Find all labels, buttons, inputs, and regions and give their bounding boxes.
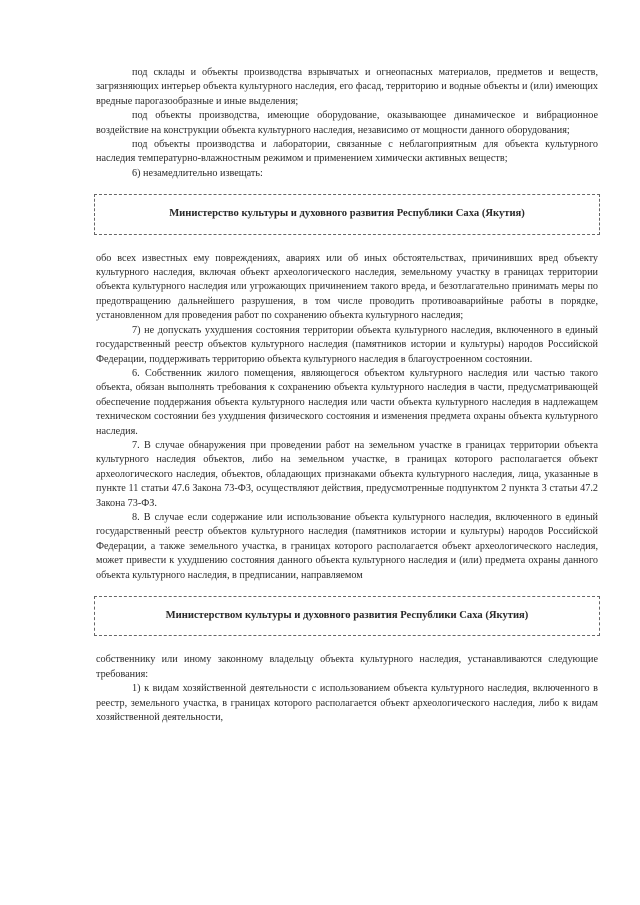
paragraph: под объекты производства, имеющие оборудование, оказывающее динамическое и вибрационное воздействие на конструкции объекта культурного наследия, независимо от мощности данного оборудования; — [96, 110, 598, 136]
paragraph: 6. Собственник жилого помещения, являющегося объектом культурного наследия или частью такого объекта, обязан выполнять требования к сохранению объекта культурного наследия в части, предусматривающей обеспечение поддержания объекта культурного наследия или части объекта культурного наследия в надлежащем техническом состоянии без ухудшения физического состояния и изменения предмета охраны объекта культурного наследия. — [96, 367, 598, 437]
paragraph: 6) незамедлительно извещать: — [132, 167, 263, 179]
paragraph: 7) не допускать ухудшения состояния территории объекта культурного наследия, включенного в единый государственный реестр объектов культурного наследия (памятников истории и культуры) народов Российской Федерации, поддерживать территорию объекта культурного наследия в благоустроенном состоянии. — [96, 324, 598, 365]
paragraph: под склады и объекты производства взрывчатых и огнеопасных материалов, предметов и веществ, загрязняющих интерьер объекта культурного наследия, его фасад, территорию и водные объекты и (или) имеющих вредные парогазообразные и иные выделения; — [96, 67, 598, 107]
paragraph: 8. В случае если содержание или использование объекта культурного наследия, включенного в единый государственный реестр объектов культурного наследия (памятников истории и культуры) народов Российской Федерации, а также земельного участка, в границах которого располагается объект археологического наследия, может привести к ухудшению состояния данного объекта культурного наследия и (или) предмета охраны данного объекта культурного наследия, в предписании, направляемом — [96, 511, 598, 581]
paragraph: 1) к видам хозяйственной деятельности с использованием объекта культурного наследия, включенного в реестр, земельного участка, в границах которого располагается объект археологического наследия, либо к видам хозяйственной деятельности, — [96, 683, 598, 724]
paragraph: 7. В случае обнаружения при проведении работ на земельном участке в границах территории объекта культурного наследия объектов, либо на земельном участке, в границах которого располагается объект археологического наследия, объектов, обладающих признаками объекта культурного наследия, лица, указанные в пункте 11 статьи 47.6 Закона 73-ФЗ, осуществляют действия, предусмотренные подпунктом 2 пункта 3 статьи 47.2 Закона 73-ФЗ. — [96, 439, 598, 509]
ministry-box: Министерством культуры и духовного развития Республики Саха (Якутия) — [94, 596, 600, 636]
paragraph: под объекты производства и лаборатории, связанные с неблагоприятным для объекта культурного наследия температурно-влажностным режимом и применением химически активных веществ; — [96, 139, 598, 165]
paragraph: обо всех известных ему повреждениях, авариях или об иных обстоятельствах, причинивших вред объекту культурного наследия, включая объект археологического наследия, земельному участку в границах территории объекта культурного наследия или угрожающих причинением такого вреда, и безотлагательно принимать меры по предотвращению дальнейшего разрушения, в том числе проводить противоаварийные работы в порядке, установленном для проведения работ по сохранению объекта культурного наследия; — [96, 252, 598, 322]
document-page — [96, 66, 598, 725]
paragraph: собственнику или иному законному владельцу объекта культурного наследия, устанавливаются следующие требования: — [96, 654, 598, 680]
ministry-box: Министерство культуры и духовного развития Республики Саха (Якутия) — [94, 194, 600, 234]
